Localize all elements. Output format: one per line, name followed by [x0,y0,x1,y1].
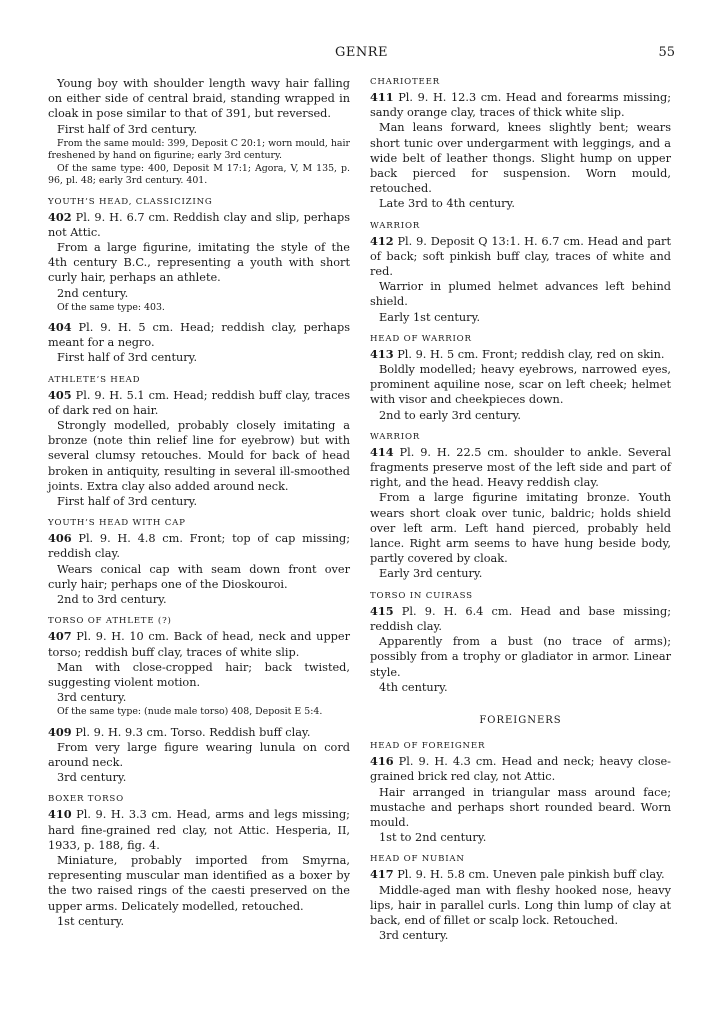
entry-411-date: Late 3rd to 4th century. [379,197,515,211]
entry-416-line [370,754,671,784]
entry-402-catalogue: Pl. 9. H. 6.7 cm. Reddish clay and slip, perhaps not Attic. [48,210,350,239]
entry-413-date: 2nd to early 3rd century. [379,408,522,422]
entry-number-405: 405 [48,387,72,402]
entry-410-catalogue: Pl. 9. H. 3.3 cm. Head, arms and legs missing; hard fine-grained red clay, not Attic. Hesperia, II, 1933, p. 188, fig. 4. [48,808,350,852]
entry-406-line [48,531,350,561]
entry-number-413: 413 [370,346,394,361]
page-title: GENRE [334,45,389,60]
entry-405-description: Strongly modelled, probably closely imitating a bronze (note thin relief line for eyebrow) but with several clumsy retouches. Mould for back of head broken in antiquity, resulting in several ill-smoothed joints. Extra clay also added around neck. [48,419,350,493]
entry-407-description: Man with close-cropped hair; back twisted, suggesting violent motion. [48,660,350,689]
running-head [48,45,675,63]
entry-number-414: 414 [370,444,394,459]
entry-405-line [48,388,350,418]
entry-415-description: Apparently from a bust (no trace of arms); possibly from a trophy or gladiator in armor. Linear style. [370,635,671,679]
entry-404-date: First half of 3rd century. [57,351,198,365]
entry-409-description: From very large figure wearing lunula on cord around neck. [48,740,350,769]
entry-412-catalogue: Pl. 9. Deposit Q 13:1. H. 6.7 cm. Head and part of back; soft pinkish buff clay, traces of white and red. [370,234,671,279]
entry-heading-412: WARRIOR [370,220,421,231]
entry-416-description: Hair arranged in triangular mass around face; mustache and perhaps short rounded beard. Worn mould. [370,785,671,829]
entry-413-line [370,347,671,362]
entry-heading-406: YOUTH’S HEAD WITH CAP [48,518,186,529]
entry-heading-410: BOXER TORSO [48,794,124,805]
entry-heading-415: TORSO IN CUIRASS [370,590,473,601]
entry-number-402: 402 [48,209,72,224]
page-number: 55 [658,45,675,60]
entry-407-catalogue: Pl. 9. H. 10 cm. Back of head, neck and upper torso; reddish buff clay, traces of white slip. [48,630,350,659]
entry-number-407: 407 [48,629,72,644]
entry-404-catalogue: Pl. 9. H. 5 cm. Head; reddish clay, perhaps meant for a negro. [48,321,351,350]
entry-402-description: From a large figurine, imitating the style of the 4th century B.C., representing a youth with short curly hair, perhaps an athlete. [48,241,350,285]
entry-412-description: Warrior in plumed helmet advances left behind shield. [370,280,671,309]
left-column [48,76,350,929]
entry-number-412: 412 [370,233,394,248]
entry-414-date: Early 3rd century. [379,567,483,581]
entry-416-catalogue: Pl. 9. H. 4.3 cm. Head and neck; heavy close-grained brick red clay, not Attic. [370,755,671,784]
entry-number-417: 417 [370,867,394,882]
entry-number-416: 416 [370,754,394,769]
entry-number-404: 404 [48,320,72,335]
entry-402-date: 2nd century. [57,286,129,300]
entry-407-date: 3rd century. [57,691,127,705]
entry-415-line [370,604,671,634]
intro-note-mould: From the same mould: 399, Deposit C 20:1; worn mould, hair freshened by hand on figurine; early 3rd century. [48,137,350,162]
entry-412-date: Early 1st century. [379,310,481,324]
entry-406-date: 2nd to 3rd century. [57,593,167,607]
right-column [370,76,671,943]
entry-number-411: 411 [370,90,394,104]
entry-404-line [48,320,350,350]
entry-414-catalogue: Pl. 9. H. 22.5 cm. shoulder to ankle. Several fragments preserve most of the left side and part of right, and the head. Heavy reddish clay. [370,445,672,490]
entry-405-catalogue: Pl. 9. H. 5.1 cm. Head; reddish buff clay, traces of dark red on hair. [48,388,351,417]
entry-406-description: Wears conical cap with seam down front over curly hair; perhaps one of the Dioskouroi. [48,562,350,591]
entry-410-line [48,807,350,853]
entry-411-description: Man leans forward, knees slightly bent; wears short tunic over undergarment with leggings, and a wide belt of leather thongs. Slight hump on upper back pierced for suspension. Worn mould, retouched. [370,121,671,196]
entry-heading-413: HEAD OF WARRIOR [370,333,472,344]
entry-heading-416: HEAD OF FOREIGNER [370,741,486,752]
entry-number-409: 409 [48,724,72,739]
entry-heading-407: TORSO OF ATHLETE (?) [48,616,172,627]
entry-416-date: 1st to 2nd century. [379,831,487,845]
entry-413-catalogue: Pl. 9. H. 5 cm. Front; reddish clay, red on skin. [397,347,665,361]
entry-417-date: 3rd century. [379,929,449,943]
entry-409-date: 3rd century. [57,771,127,785]
entry-417-catalogue: Pl. 9. H. 5.8 cm. Uneven pale pinkish buff clay. [397,868,665,882]
entry-415-date: 4th century. [379,680,448,694]
entry-409-line [48,725,350,740]
entry-407-note: Of the same type: (nude male torso) 408, Deposit E 5:4. [57,706,323,718]
entry-number-415: 415 [370,603,394,618]
entry-413-description: Boldly modelled; heavy eyebrows, narrowed eyes, prominent aquiline nose, scar on left cheek; helmet with visor and cheekpieces down. [370,363,671,407]
entry-number-406: 406 [48,531,72,546]
intro-note-type: Of the same type: 400, Deposit M 17:1; Agora, V, M 135, p. 96, pl. 48; early 3rd century. 401. [48,163,350,187]
entry-414-description: From a large figurine imitating bronze. Youth wears short cloak over tunic, baldric; holds shield over left arm. Left hand pierced, probably held lance. Right arm seems to have hung beside body, partly covered by cloak. [370,491,671,566]
entry-410-date: 1st century. [57,914,125,928]
entry-410-description: Miniature, probably imported from Smyrna, representing muscular man identified as a boxer by the two raised rings of the caesti preserved on the upper arms. Delicately modelled, retouched. [48,853,350,913]
entry-411-line [370,90,671,120]
entry-409-catalogue: Pl. 9. H. 9.3 cm. Torso. Reddish buff clay. [75,725,311,739]
entry-heading-414: WARRIOR [370,431,421,442]
entry-415-catalogue: Pl. 9. H. 6.4 cm. Head and base missing; reddish clay. [370,604,671,633]
intro-paragraph: Young boy with shoulder length wavy hair falling on either side of central braid, standing wrapped in cloak in pose similar to that of 391, but reversed. [48,77,350,121]
entry-417-description: Middle-aged man with fleshy hooked nose, heavy lips, hair in parallel curls. Long thin lump of clay at back, end of fillet or scalp lock. Retouched. [370,883,671,927]
entry-405-date: First half of 3rd century. [57,495,198,509]
entry-407-line [48,629,350,659]
entry-heading-411: CHARIOTEER [370,77,440,87]
intro-date: First half of 3rd century. [57,122,198,136]
entry-402-note: Of the same type: 403. [57,301,165,313]
entry-heading-402: YOUTH’S HEAD, CLASSICIZING [48,196,213,207]
entry-412-line [370,234,671,280]
entry-406-catalogue: Pl. 9. H. 4.8 cm. Front; top of cap missing; reddish clay. [48,532,351,561]
section-heading-foreigners: FOREIGNERS [479,714,562,726]
entry-402-line [48,210,350,240]
entry-414-line [370,445,671,491]
entry-417-line [370,867,671,882]
entry-heading-417: HEAD OF NUBIAN [370,854,465,865]
entry-number-410: 410 [48,807,72,822]
entry-411-catalogue: Pl. 9. H. 12.3 cm. Head and forearms missing; sandy orange clay, traces of thick white slip. [370,91,672,120]
entry-heading-405: ATHLETE’S HEAD [48,374,141,385]
